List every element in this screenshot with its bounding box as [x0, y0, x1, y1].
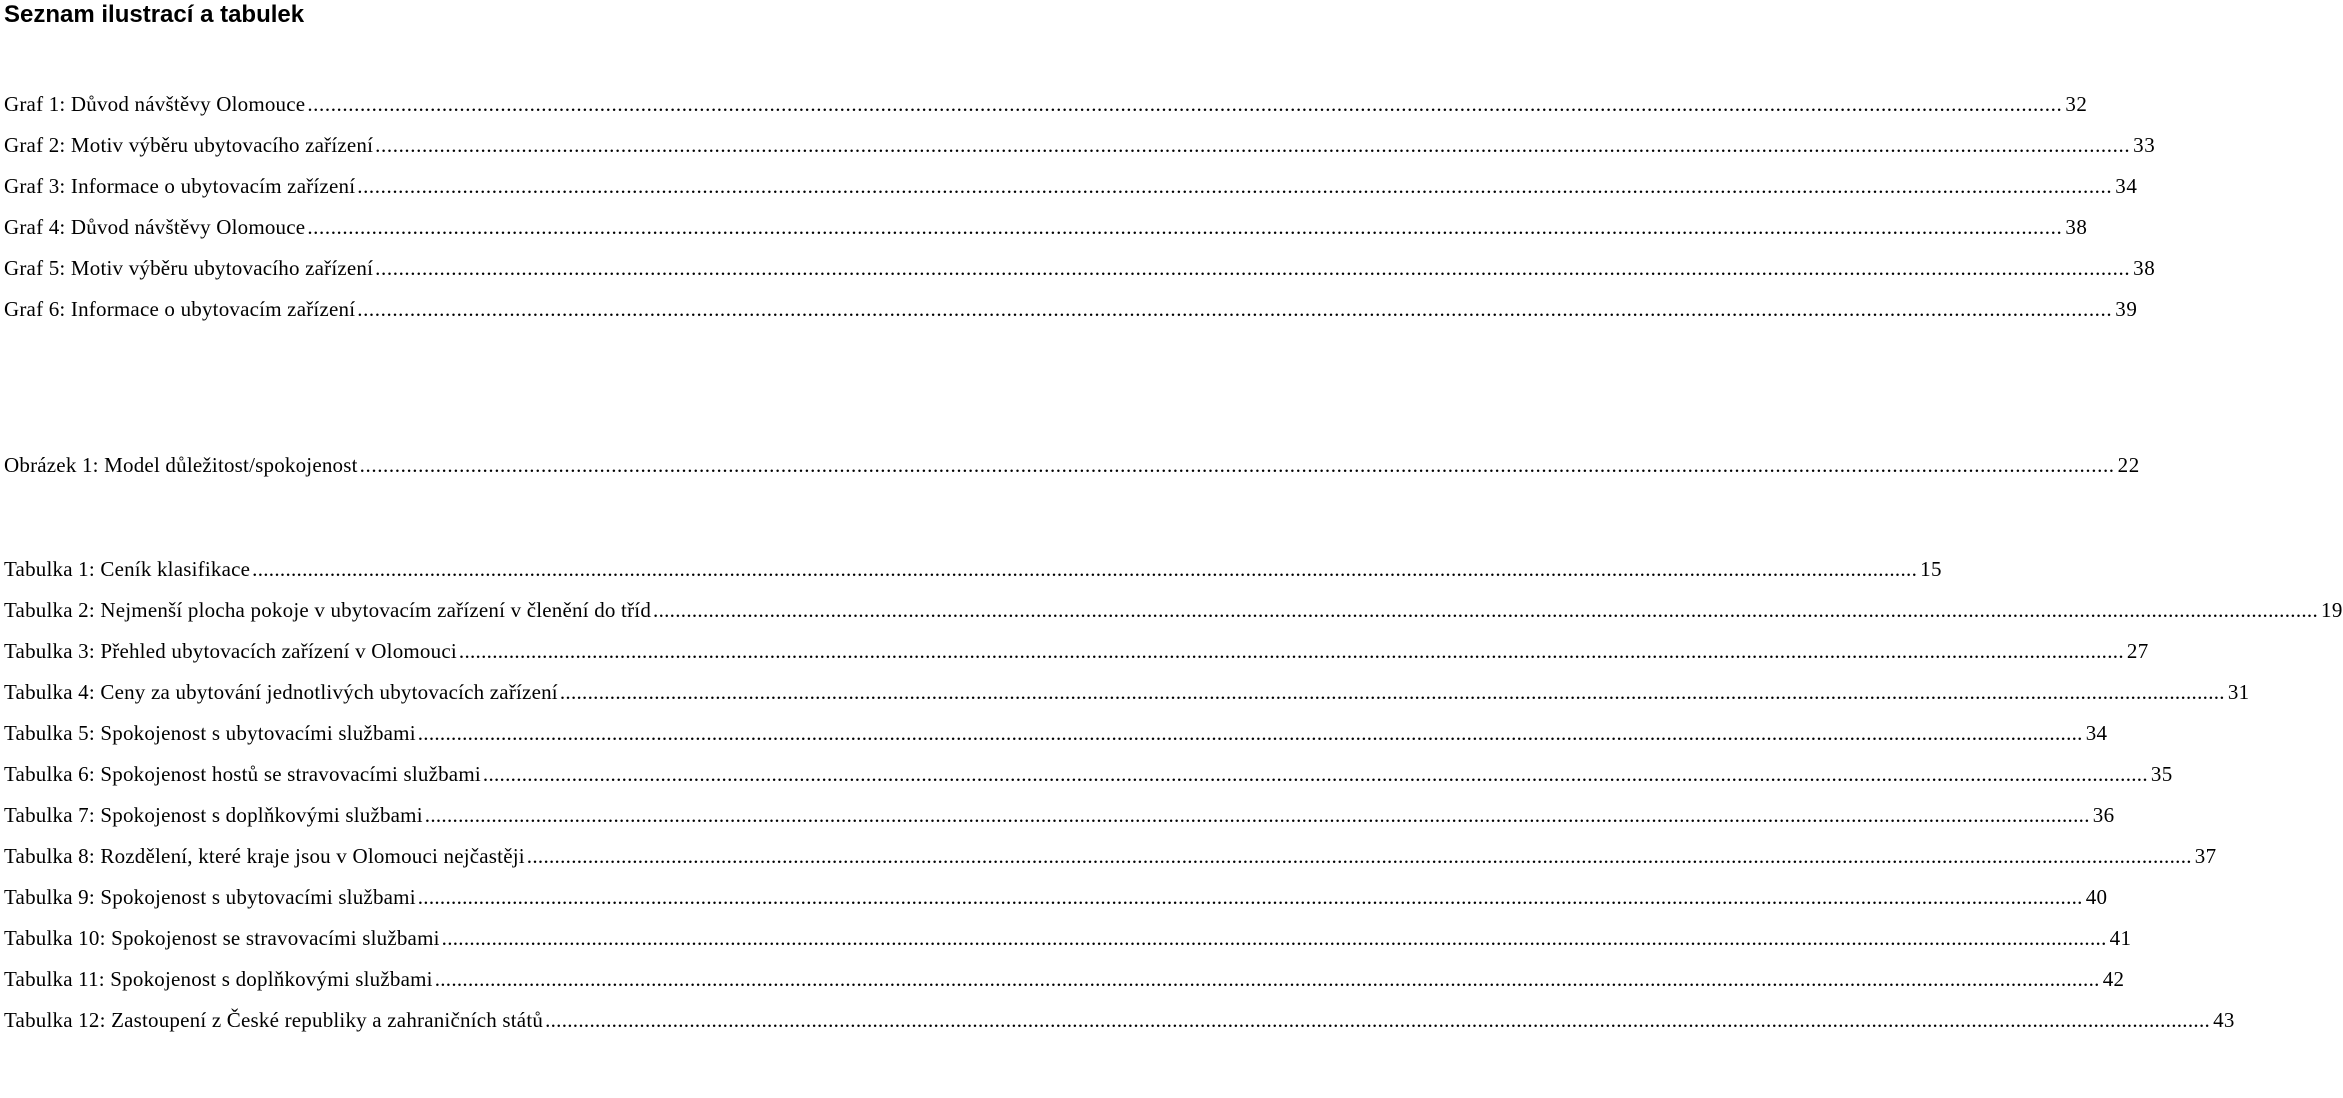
dot-leader: ............................................................................................................................................................................................................................................................................................................: [482, 762, 2148, 786]
dot-leader: ............................................................................................................................................................................................................................................................................................................: [424, 803, 2090, 827]
toc-section-obrazky: [4, 450, 2140, 491]
toc-entry-page: 42: [2102, 967, 2125, 991]
toc-entry[interactable]: [4, 677, 2250, 718]
toc-entry-label: Tabulka 8: Rozdělení, které kraje jsou v Olomouci nejčastěji: [4, 844, 525, 868]
dot-leader: ............................................................................................................................................................................................................................................................................................................: [526, 844, 2192, 868]
toc-entry-page: 38: [2065, 215, 2088, 239]
toc-entry[interactable]: [4, 964, 2125, 1005]
toc-entry-label: Obrázek 1: Model důležitost/spokojenost: [4, 453, 358, 477]
toc-entry[interactable]: [4, 718, 2108, 759]
toc-entry[interactable]: [4, 212, 2088, 253]
dot-leader: ............................................................................................................................................................................................................................................................................................................: [357, 174, 2113, 198]
toc-entry-label: Tabulka 3: Přehled ubytovacích zařízení v Olomouci: [4, 639, 457, 663]
toc-entry-page: 39: [2115, 297, 2138, 321]
toc-entry[interactable]: [4, 800, 2115, 841]
toc-entry-label: Graf 3: Informace o ubytovacím zařízení: [4, 174, 356, 198]
toc-entry[interactable]: [4, 595, 2343, 636]
toc-entry-label: Tabulka 5: Spokojenost s ubytovacími službami: [4, 721, 416, 745]
toc-entry-label: Tabulka 10: Spokojenost se stravovacími službami: [4, 926, 440, 950]
dot-leader: ............................................................................................................................................................................................................................................................................................................: [375, 133, 2131, 157]
toc-entry-label: Graf 1: Důvod návštěvy Olomouce: [4, 92, 306, 116]
toc-entry[interactable]: [4, 923, 2132, 964]
toc-entry[interactable]: [4, 636, 2149, 677]
toc-entry[interactable]: [4, 882, 2108, 923]
dot-leader: ............................................................................................................................................................................................................................................................................................................: [375, 256, 2131, 280]
dot-leader: ............................................................................................................................................................................................................................................................................................................: [434, 967, 2100, 991]
dot-leader: ............................................................................................................................................................................................................................................................................................................: [307, 215, 2063, 239]
toc-entry-label: Tabulka 6: Spokojenost hostů se stravovacími službami: [4, 762, 481, 786]
toc-entry-page: 34: [2115, 174, 2138, 198]
dot-leader: ............................................................................................................................................................................................................................................................................................................: [307, 92, 2063, 116]
dot-leader: ............................................................................................................................................................................................................................................................................................................: [252, 557, 1918, 581]
toc-entry-label: Graf 5: Motiv výběru ubytovacího zařízení: [4, 256, 374, 280]
toc-entry-page: 35: [2150, 762, 2173, 786]
dot-leader: ............................................................................................................................................................................................................................................................................................................: [441, 926, 2107, 950]
toc-entry[interactable]: [4, 253, 2156, 294]
toc-entry-label: Tabulka 11: Spokojenost s doplňkovými službami: [4, 967, 433, 991]
toc-entry-label: Tabulka 2: Nejmenší plocha pokoje v ubytovacím zařízení v členění do tříd: [4, 598, 652, 622]
toc-entry-page: 33: [2133, 133, 2156, 157]
toc-entry-page: 19: [2321, 598, 2343, 622]
toc-entry-page: 15: [1920, 557, 1942, 581]
toc-entry-label: Graf 2: Motiv výběru ubytovacího zařízení: [4, 133, 374, 157]
toc-entry[interactable]: [4, 450, 2140, 491]
toc-entry-page: 37: [2194, 844, 2217, 868]
toc-entry-page: 41: [2109, 926, 2132, 950]
dot-leader: ............................................................................................................................................................................................................................................................................................................: [559, 680, 2225, 704]
toc-entry-label: Graf 4: Důvod návštěvy Olomouce: [4, 215, 306, 239]
dot-leader: ............................................................................................................................................................................................................................................................................................................: [417, 721, 2083, 745]
toc-entry-label: Tabulka 7: Spokojenost s doplňkovými službami: [4, 803, 423, 827]
toc-entry-label: Tabulka 1: Ceník klasifikace: [4, 557, 251, 581]
toc-entry[interactable]: [4, 1005, 2235, 1046]
toc-entry-page: 27: [2126, 639, 2149, 663]
dot-leader: ............................................................................................................................................................................................................................................................................................................: [357, 297, 2113, 321]
toc-entry[interactable]: [4, 294, 2138, 335]
toc-entry-page: 31: [2227, 680, 2250, 704]
toc-entry-page: 38: [2133, 256, 2156, 280]
toc-entry[interactable]: [4, 130, 2156, 171]
dot-leader: ............................................................................................................................................................................................................................................................................................................: [545, 1008, 2211, 1032]
toc-entry[interactable]: [4, 554, 1942, 595]
toc-entry-label: Graf 6: Informace o ubytovacím zařízení: [4, 297, 356, 321]
toc-entry-page: 36: [2092, 803, 2115, 827]
toc-section-grafy: [4, 89, 2156, 335]
dot-leader: ............................................................................................................................................................................................................................................................................................................: [359, 453, 2115, 477]
toc-entry[interactable]: [4, 841, 2217, 882]
toc-entry-page: 34: [2085, 721, 2108, 745]
toc-entry-page: 43: [2213, 1008, 2235, 1032]
toc-entry[interactable]: [4, 89, 2088, 130]
dot-leader: ............................................................................................................................................................................................................................................................................................................: [417, 885, 2083, 909]
dot-leader: ............................................................................................................................................................................................................................................................................................................: [458, 639, 2124, 663]
toc-entry-page: 22: [2117, 453, 2140, 477]
toc-entry-page: 32: [2065, 92, 2088, 116]
toc-entry-page: 40: [2085, 885, 2108, 909]
dot-leader: ............................................................................................................................................................................................................................................................................................................: [653, 598, 2319, 622]
toc-entry-label: Tabulka 12: Zastoupení z České republiky a zahraničních států: [4, 1008, 544, 1032]
page-title: Seznam ilustrací a tabulek: [4, 1, 305, 28]
toc-entry[interactable]: [4, 171, 2138, 212]
toc-section-tabulky: [4, 554, 2343, 1046]
toc-entry-label: Tabulka 9: Spokojenost s ubytovacími službami: [4, 885, 416, 909]
toc-entry[interactable]: [4, 759, 2173, 800]
toc-entry-label: Tabulka 4: Ceny za ubytování jednotlivých ubytovacích zařízení: [4, 680, 558, 704]
